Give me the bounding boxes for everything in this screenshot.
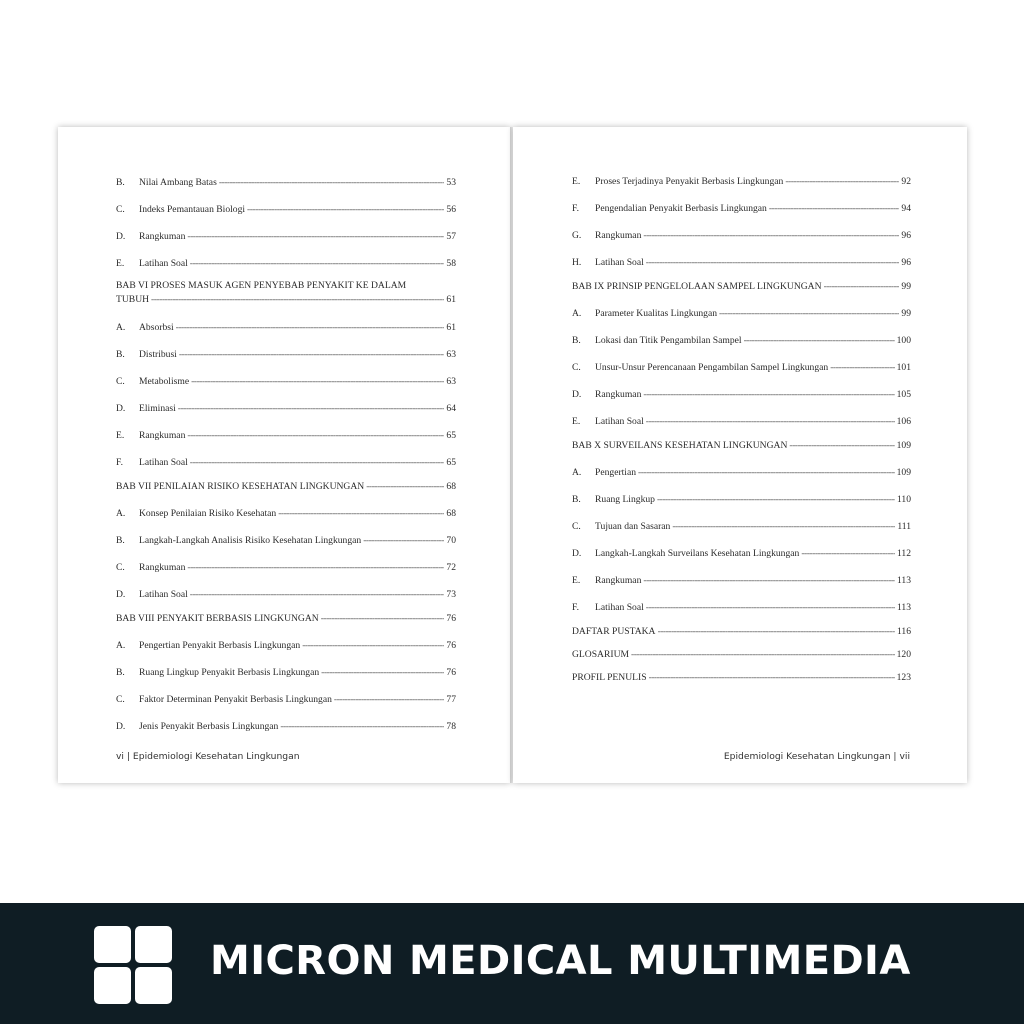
- left-page-footer: vi | Epidemiologi Kesehatan Lingkungan: [116, 751, 300, 762]
- toc-item-title: BAB IX PRINSIP PENGELOLAAN SAMPEL LINGKUNGAN: [572, 281, 822, 292]
- toc-leader-dots: [785, 175, 899, 189]
- toc-item-letter: B.: [572, 494, 581, 505]
- toc-item-letter: A.: [572, 308, 582, 319]
- toc-item-title: DAFTAR PUSTAKA: [572, 626, 656, 637]
- toc-item-title: Latihan Soal: [139, 258, 188, 269]
- toc-leader-dots: [334, 693, 445, 707]
- toc-item-letter: C.: [572, 362, 581, 373]
- toc-item-title: Jenis Penyakit Berbasis Lingkungan: [139, 721, 279, 732]
- toc-leader-dots: [321, 612, 445, 626]
- four-square-grid-icon: [94, 926, 172, 1004]
- toc-leader-dots: [789, 439, 894, 453]
- toc-entry: [572, 229, 911, 243]
- toc-item-title: Ruang Lingkup Penyakit Berbasis Lingkungan: [139, 667, 320, 678]
- toc-page-number: 96: [901, 257, 911, 268]
- toc-item-title: BAB X SURVEILANS KESEHATAN LINGKUNGAN: [572, 440, 788, 451]
- toc-chapter-title-line2: TUBUH: [116, 294, 150, 305]
- toc-entry: [116, 456, 456, 470]
- toc-entry: [572, 520, 911, 534]
- toc-page-number: 61: [446, 322, 456, 333]
- toc-leader-dots: [643, 388, 894, 402]
- toc-page-number: 76: [446, 640, 456, 651]
- toc-item-letter: B.: [572, 335, 581, 346]
- toc-entry: [116, 429, 456, 443]
- toc-page-number: 63: [446, 349, 456, 360]
- toc-leader-dots: [744, 334, 895, 348]
- toc-page-number: 65: [446, 430, 456, 441]
- toc-entry: [116, 375, 456, 389]
- toc-item-letter: H.: [572, 257, 582, 268]
- toc-leader-dots: [280, 720, 444, 734]
- toc-leader-dots: [672, 520, 895, 534]
- toc-chapter-title-line1: BAB VI PROSES MASUK AGEN PENYEBAB PENYAKIT KE DALAM: [116, 280, 407, 291]
- toc-item-title: Unsur-Unsur Perencanaan Pengambilan Sampel Lingkungan: [595, 362, 829, 373]
- toc-chapter-entry: [116, 480, 456, 494]
- toc-item-title: Pengertian: [595, 467, 637, 478]
- toc-chapter-entry: [572, 671, 911, 685]
- toc-leader-dots: [824, 280, 900, 294]
- toc-chapter-entry: [116, 279, 456, 307]
- toc-item-title: Rangkuman: [139, 231, 186, 242]
- toc-leader-dots: [187, 561, 444, 575]
- toc-leader-dots: [643, 229, 899, 243]
- toc-item-letter: E.: [572, 416, 581, 427]
- toc-item-letter: E.: [572, 575, 581, 586]
- toc-item-title: Latihan Soal: [139, 457, 188, 468]
- toc-item-title: Konsep Penilaian Risiko Kesehatan: [139, 508, 277, 519]
- toc-entry: [116, 666, 456, 680]
- toc-item-letter: B.: [116, 535, 125, 546]
- toc-page-number: 100: [896, 335, 911, 346]
- toc-item-letter: B.: [116, 177, 125, 188]
- toc-item-letter: G.: [572, 230, 582, 241]
- toc-leader-dots: [302, 639, 444, 653]
- toc-page-number: 92: [901, 176, 911, 187]
- toc-item-letter: D.: [572, 389, 582, 400]
- toc-leader-dots: [178, 402, 445, 416]
- toc-leader-dots: [631, 648, 895, 662]
- toc-item-letter: E.: [116, 430, 125, 441]
- toc-entry: [116, 561, 456, 575]
- toc-item-title: Langkah-Langkah Surveilans Kesehatan Lingkungan: [595, 548, 800, 559]
- toc-page-number: 99: [901, 308, 911, 319]
- toc-item-title: Faktor Determinan Penyakit Berbasis Lingkungan: [139, 694, 332, 705]
- toc-item-letter: C.: [116, 562, 125, 573]
- toc-page-number: 96: [901, 230, 911, 241]
- toc-item-letter: D.: [116, 721, 126, 732]
- right-page-footer: Epidemiologi Kesehatan Lingkungan | vii: [723, 751, 910, 762]
- toc-item-title: Tujuan dan Sasaran: [595, 521, 671, 532]
- toc-item-title: Latihan Soal: [595, 257, 644, 268]
- toc-page-number: 70: [446, 535, 456, 546]
- toc-page-number: 101: [896, 362, 911, 373]
- toc-item-title: Latihan Soal: [139, 589, 188, 600]
- toc-chapter-entry: [572, 439, 911, 453]
- toc-entry: [572, 574, 911, 588]
- toc-item-title: Pengertian Penyakit Berbasis Lingkungan: [139, 640, 301, 651]
- toc-entry: [116, 402, 456, 416]
- toc-page-number: 65: [446, 457, 456, 468]
- toc-item-letter: D.: [116, 231, 126, 242]
- toc-page-number: 73: [446, 589, 456, 600]
- toc-page-number: 113: [896, 602, 911, 613]
- toc-page-number: 63: [446, 376, 456, 387]
- toc-page-number: 110: [896, 494, 911, 505]
- toc-page-number: 78: [446, 721, 456, 732]
- toc-entry: [572, 361, 911, 375]
- toc-item-letter: C.: [116, 694, 125, 705]
- toc-leader-dots: [179, 348, 445, 362]
- brand-name: MICRON MEDICAL MULTIMEDIA: [210, 938, 911, 984]
- toc-item-title: Rangkuman: [595, 230, 642, 241]
- toc-item-title: BAB VII PENILAIAN RISIKO KESEHATAN LINGKUNGAN: [116, 481, 365, 492]
- toc-entry: [116, 230, 456, 244]
- toc-page-number: 109: [896, 440, 911, 451]
- toc-item-title: Proses Terjadinya Penyakit Berbasis Lingkungan: [595, 176, 784, 187]
- toc-entry: [572, 307, 911, 321]
- toc-leader-dots: [190, 257, 445, 271]
- toc-entry: [116, 534, 456, 548]
- toc-entry: [116, 639, 456, 653]
- toc-entry: [572, 547, 911, 561]
- toc-entry: [572, 256, 911, 270]
- toc-entry: [116, 507, 456, 521]
- toc-item-letter: D.: [572, 548, 582, 559]
- toc-item-letter: B.: [116, 349, 125, 360]
- toc-leader-dots: [646, 601, 895, 615]
- toc-item-letter: A.: [572, 467, 582, 478]
- toc-entry: [116, 321, 456, 335]
- toc-page-number: 58: [446, 258, 456, 269]
- toc-item-title: Rangkuman: [595, 575, 642, 586]
- toc-leader-dots: [151, 293, 444, 307]
- toc-leader-dots: [191, 375, 444, 389]
- right-page: [513, 127, 967, 783]
- toc-page-number: 61: [446, 294, 456, 305]
- toc-entry: [572, 334, 911, 348]
- toc-leader-dots: [801, 547, 895, 561]
- toc-leader-dots: [187, 429, 444, 443]
- toc-page-number: 105: [896, 389, 911, 400]
- toc-entry: [572, 493, 911, 507]
- toc-leader-dots: [366, 480, 444, 494]
- toc-item-title: Distribusi: [139, 349, 177, 360]
- toc-item-title: Rangkuman: [139, 430, 186, 441]
- toc-page-number: 94: [901, 203, 911, 214]
- toc-leader-dots: [247, 203, 444, 217]
- toc-leader-dots: [278, 507, 444, 521]
- toc-entry: [572, 601, 911, 615]
- toc-entry: [572, 388, 911, 402]
- toc-item-letter: E.: [572, 176, 581, 187]
- toc-page-number: 76: [446, 613, 456, 624]
- toc-chapter-entry: [572, 648, 911, 662]
- toc-chapter-entry: [572, 280, 911, 294]
- toc-item-letter: C.: [116, 204, 125, 215]
- toc-chapter-entry: [116, 612, 456, 626]
- toc-leader-dots: [643, 574, 895, 588]
- left-page: [58, 127, 510, 783]
- toc-item-letter: F.: [572, 203, 579, 214]
- toc-item-letter: A.: [116, 508, 126, 519]
- toc-entry: [116, 176, 456, 190]
- toc-page-number: 76: [446, 667, 456, 678]
- toc-chapter-entry: [572, 625, 911, 639]
- toc-entry: [116, 588, 456, 602]
- toc-leader-dots: [190, 588, 445, 602]
- toc-entry: [572, 466, 911, 480]
- toc-item-title: Metabolisme: [139, 376, 190, 387]
- toc-page-number: 64: [446, 403, 456, 414]
- toc-leader-dots: [830, 361, 894, 375]
- toc-entry: [116, 257, 456, 271]
- toc-item-title: Absorbsi: [139, 322, 174, 333]
- toc-item-title: PROFIL PENULIS: [572, 672, 647, 683]
- toc-leader-dots: [219, 176, 445, 190]
- toc-entry: [116, 720, 456, 734]
- toc-leader-dots: [658, 625, 895, 639]
- toc-leader-dots: [646, 415, 895, 429]
- toc-page-number: 116: [896, 626, 911, 637]
- toc-page-number: 113: [896, 575, 911, 586]
- toc-leader-dots: [321, 666, 444, 680]
- toc-item-letter: A.: [116, 322, 126, 333]
- toc-item-letter: C.: [572, 521, 581, 532]
- toc-item-title: Rangkuman: [595, 389, 642, 400]
- toc-leader-dots: [363, 534, 444, 548]
- toc-entry: [572, 175, 911, 189]
- toc-item-title: Langkah-Langkah Analisis Risiko Kesehatan Lingkungan: [139, 535, 362, 546]
- toc-item-letter: F.: [116, 457, 123, 468]
- toc-item-title: Nilai Ambang Batas: [139, 177, 217, 188]
- toc-item-letter: F.: [572, 602, 579, 613]
- toc-page-number: 68: [446, 481, 456, 492]
- toc-page-number: 109: [896, 467, 911, 478]
- toc-leader-dots: [638, 466, 895, 480]
- toc-entry: [116, 348, 456, 362]
- book-spread: [58, 127, 967, 783]
- toc-item-title: Indeks Pemantauan Biologi: [139, 204, 246, 215]
- toc-item-title: Rangkuman: [139, 562, 186, 573]
- toc-leader-dots: [649, 671, 895, 685]
- toc-page-number: 77: [446, 694, 456, 705]
- toc-item-letter: C.: [116, 376, 125, 387]
- toc-page-number: 123: [896, 672, 911, 683]
- toc-item-title: Latihan Soal: [595, 602, 644, 613]
- toc-leader-dots: [190, 456, 445, 470]
- toc-item-letter: D.: [116, 589, 126, 600]
- toc-item-title: BAB VIII PENYAKIT BERBASIS LINGKUNGAN: [116, 613, 319, 624]
- toc-item-title: GLOSARIUM: [572, 649, 630, 660]
- toc-page-number: 72: [446, 562, 456, 573]
- toc-entry: [116, 203, 456, 217]
- toc-entry: [572, 415, 911, 429]
- toc-entry: [572, 202, 911, 216]
- toc-entry: [116, 693, 456, 707]
- toc-item-title: Latihan Soal: [595, 416, 644, 427]
- toc-item-title: Parameter Kualitas Lingkungan: [595, 308, 718, 319]
- toc-item-title: Eliminasi: [139, 403, 176, 414]
- toc-item-title: Pengendalian Penyakit Berbasis Lingkungan: [595, 203, 767, 214]
- toc-leader-dots: [657, 493, 895, 507]
- toc-leader-dots: [187, 230, 444, 244]
- toc-page-number: 99: [901, 281, 911, 292]
- toc-page-number: 57: [446, 231, 456, 242]
- toc-page-number: 120: [896, 649, 911, 660]
- toc-leader-dots: [719, 307, 899, 321]
- toc-page-number: 106: [896, 416, 911, 427]
- toc-page-number: 111: [897, 521, 911, 532]
- toc-item-title: Lokasi dan Titik Pengambilan Sampel: [595, 335, 742, 346]
- toc-leader-dots: [769, 202, 900, 216]
- toc-item-letter: A.: [116, 640, 126, 651]
- toc-leader-dots: [646, 256, 900, 270]
- toc-page-number: 56: [446, 204, 456, 215]
- toc-page-number: 112: [896, 548, 911, 559]
- toc-page-number: 53: [446, 177, 456, 188]
- toc-item-title: Ruang Lingkup: [595, 494, 655, 505]
- toc-item-letter: E.: [116, 258, 125, 269]
- toc-leader-dots: [176, 321, 445, 335]
- toc-item-letter: B.: [116, 667, 125, 678]
- toc-page-number: 68: [446, 508, 456, 519]
- toc-item-letter: D.: [116, 403, 126, 414]
